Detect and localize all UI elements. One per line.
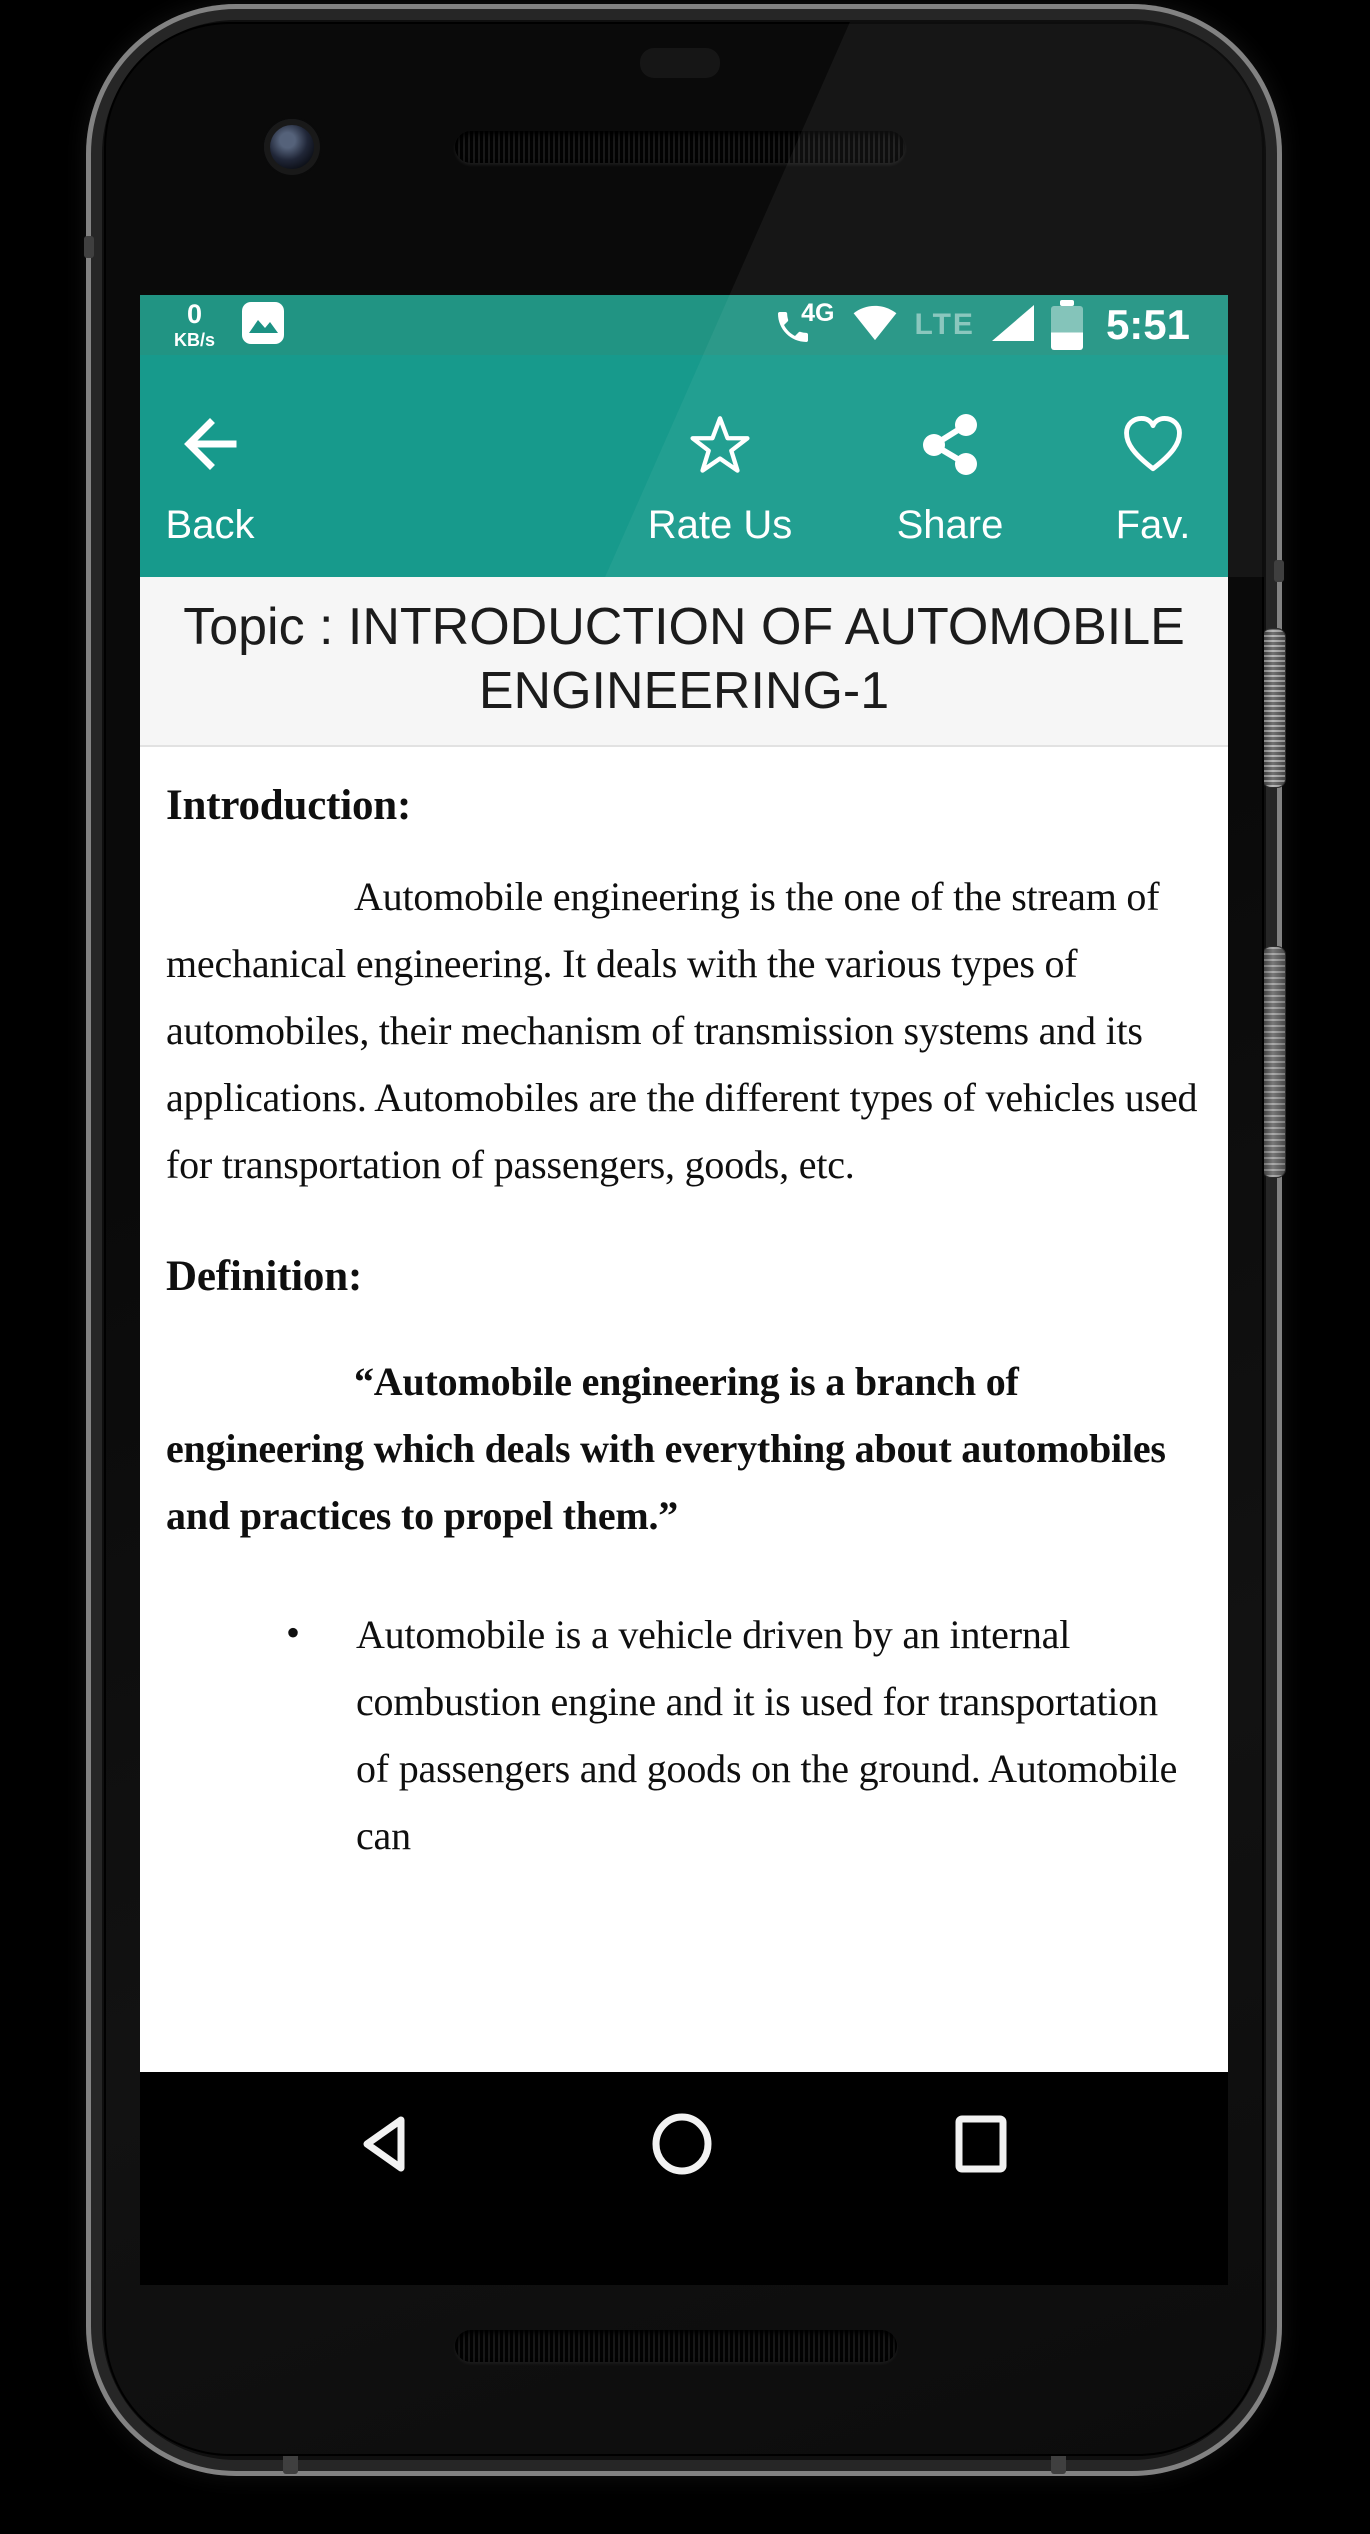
nav-recents-square-icon <box>954 2115 1008 2178</box>
topic-header <box>140 577 1228 747</box>
definition-paragraph: “Automobile engineering is a branch of engineering which deals with everything about automobiles and practices to propel them.” <box>166 1358 1166 1538</box>
back-arrow-icon <box>181 413 239 475</box>
bullet-item: • Automobile is a vehicle driven by an internal combustion engine and it is used for transportation of passengers and goods on the ground. Automobile can <box>280 1601 1198 1869</box>
android-navbar <box>140 2072 1228 2285</box>
nav-home-circle-icon <box>650 2113 714 2180</box>
app-screen <box>140 295 1228 2285</box>
antenna-line <box>84 236 94 258</box>
rate-us-button[interactable] <box>610 355 830 577</box>
gallery-notification-icon <box>241 301 285 350</box>
bottom-speaker <box>455 2330 897 2362</box>
status-icons-group <box>773 300 1191 350</box>
network-speed-value: 0 <box>186 299 203 329</box>
rate-us-label: Rate Us <box>647 503 793 547</box>
nav-recents-button[interactable] <box>941 2104 1021 2188</box>
earpiece-speaker <box>455 131 905 163</box>
share-icon <box>921 413 979 475</box>
network-speed-unit: KB/s <box>174 330 216 350</box>
share-label: Share <box>896 503 1004 547</box>
bullet-list <box>166 1601 1198 1869</box>
share-button[interactable] <box>840 355 1060 577</box>
phone-glass <box>104 22 1264 2456</box>
intro-paragraph: Automobile engineering is the one of the stream of mechanical engineering. It deals with the various types of automobiles, their mechanism of transmission systems and its applications. Automobiles are the different types of vehicles used for transportation of passengers, goods, etc. <box>166 873 1198 1187</box>
intro-heading: Introduction: <box>166 782 412 829</box>
status-bar <box>140 295 1228 355</box>
app-toolbar <box>140 355 1228 577</box>
power-button <box>1262 628 1286 788</box>
definition-heading: Definition: <box>166 1252 363 1300</box>
signal-strength-icon <box>992 305 1034 346</box>
volume-button <box>1262 946 1286 1178</box>
wifi-icon <box>852 304 898 347</box>
back-label: Back <box>165 503 255 547</box>
lte-label: LTE <box>914 308 975 341</box>
favorite-button[interactable] <box>1043 355 1263 577</box>
nav-home-button[interactable] <box>642 2104 722 2188</box>
volte-call-icon <box>773 301 835 349</box>
nav-back-button[interactable] <box>343 2104 423 2188</box>
proximity-sensor <box>640 48 720 78</box>
antenna-line <box>1274 560 1284 582</box>
content-scroll-area[interactable] <box>140 747 1228 2072</box>
topic-title: Topic : INTRODUCTION OF AUTOMOBILE ENGINEERING-1 <box>183 598 1185 720</box>
star-icon <box>689 413 751 475</box>
heart-icon <box>1121 413 1185 475</box>
battery-icon <box>1051 300 1083 350</box>
favorite-label: Fav. <box>1115 503 1191 547</box>
back-button[interactable] <box>104 355 320 577</box>
volte-4g-label: 4G <box>801 299 835 327</box>
clock-time: 5:51 <box>1105 301 1190 348</box>
front-camera <box>264 119 320 175</box>
nav-back-triangle-icon <box>355 2113 411 2180</box>
network-speed-indicator <box>174 301 215 349</box>
